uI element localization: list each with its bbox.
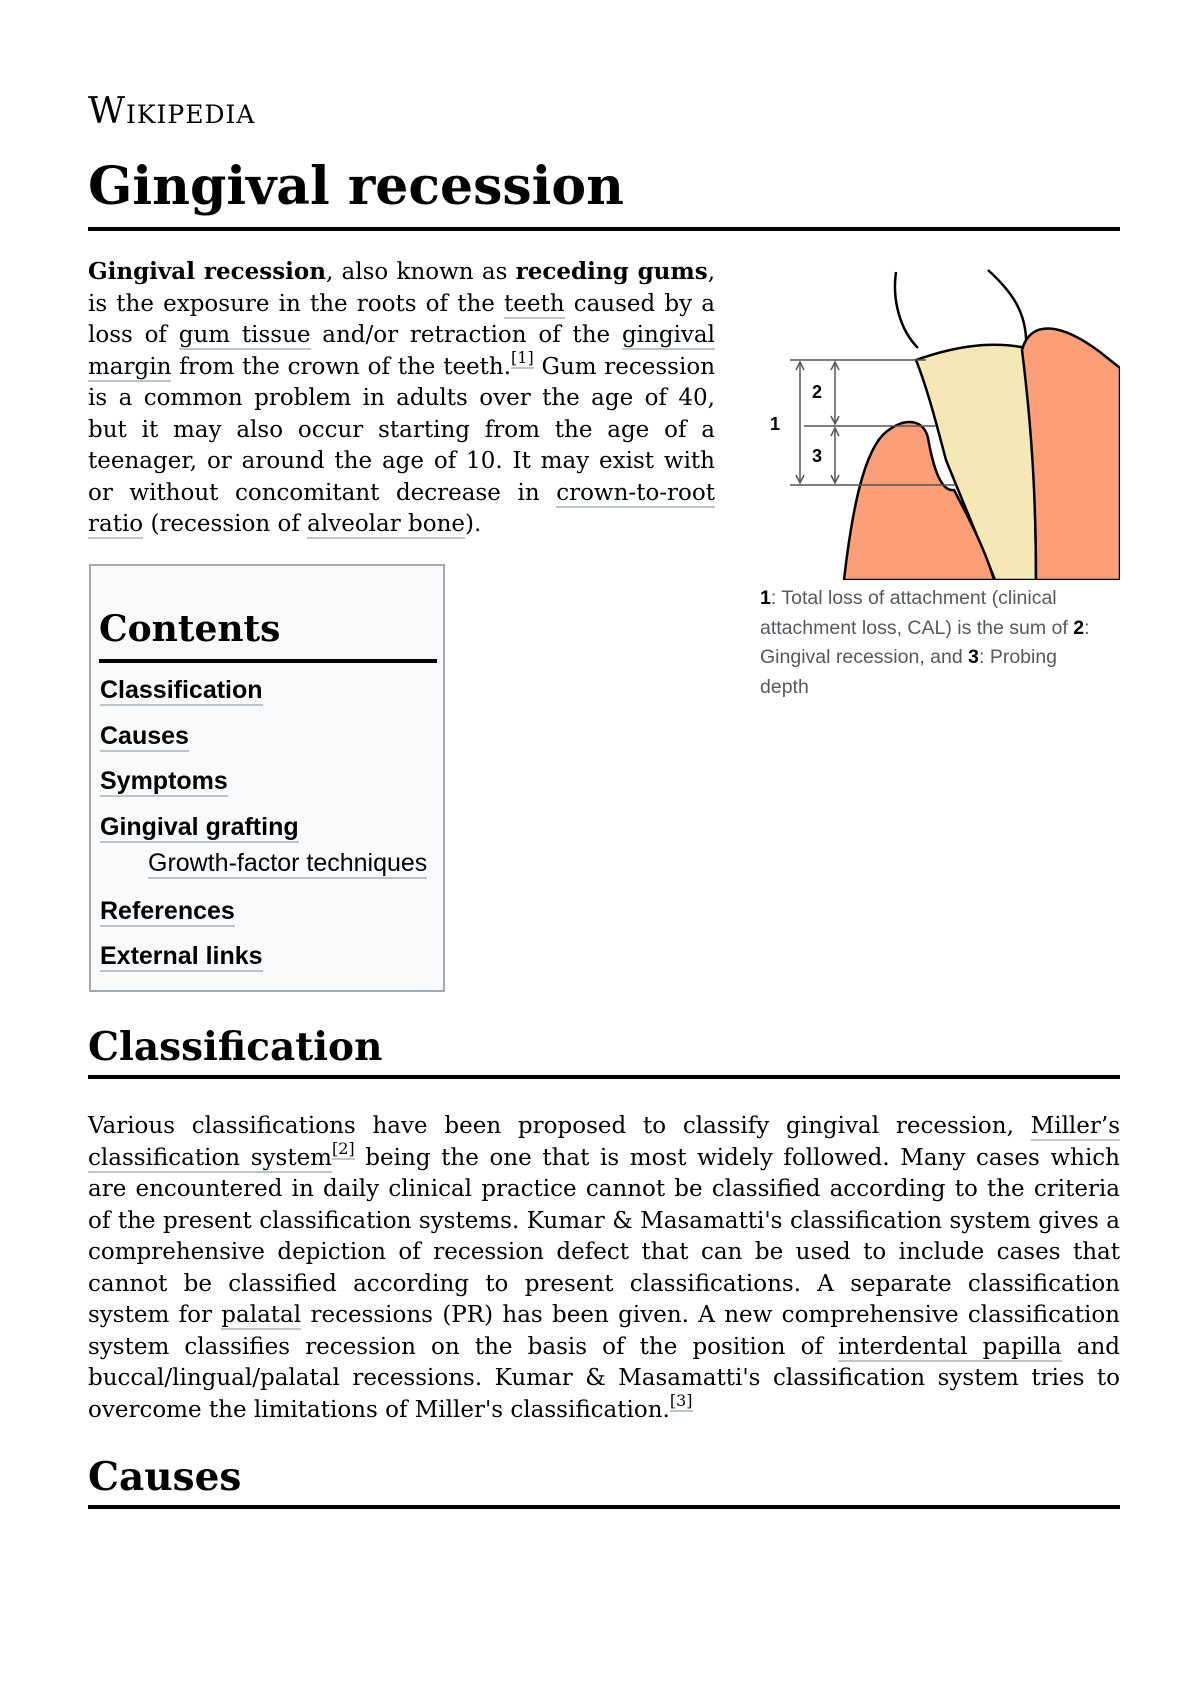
heading-causes: Causes	[88, 1454, 242, 1500]
page-title: Gingival recession	[88, 156, 624, 217]
toc-item-growth-factor-techniques[interactable]: Growth-factor techniques	[148, 849, 428, 877]
link-palatal[interactable]: palatal	[221, 1302, 302, 1328]
link-interdental-papilla[interactable]: interdental papilla	[838, 1333, 1062, 1360]
toc-item-references[interactable]: References	[100, 897, 235, 925]
intro-paragraph: Gingival recession, also known as receding gums, is the exposure in the roots of the teeth caused by a loss of gum tissue and/or retraction of the gingival margin from the crown of the teeth.[1] Gum recession is a common problem in adults over the age of 40, but it may also occur starting from the age of a teenager, or around the age of 10. It may exist with or without concomitant decrease in crown-to-root ratio (recession of alveolar bone).	[88, 258, 716, 537]
toc-title: Contents	[99, 608, 281, 650]
toc-item-gingival-grafting[interactable]: Gingival grafting	[100, 813, 299, 841]
classification-divider	[88, 1075, 1120, 1079]
ref-3-link[interactable]: [3]	[669, 1390, 693, 1410]
toc-item-classification[interactable]: Classification	[100, 676, 263, 704]
heading-classification: Classification	[88, 1024, 383, 1070]
link-alveolar-bone[interactable]: alveolar bone	[307, 511, 466, 537]
wikipedia-logo[interactable]: Wikipedia	[88, 91, 256, 132]
tooth-crown-outline	[988, 270, 1026, 348]
label-1: 1	[770, 414, 781, 434]
toc-divider	[99, 659, 437, 663]
link-gum-tissue[interactable]: gum tissue	[178, 322, 311, 348]
term-receding-gums: receding gums	[515, 258, 708, 285]
link-crown-to-root-ratio[interactable]: crown-to-root ratio	[88, 479, 715, 537]
causes-divider	[88, 1505, 1120, 1509]
term-gingival-recession: Gingival recession	[88, 258, 326, 285]
link-teeth[interactable]: teeth	[504, 290, 565, 317]
toc-item-causes[interactable]: Causes	[100, 722, 189, 750]
gingival-recession-diagram[interactable]	[760, 260, 1120, 580]
figure-caption: 1: Total loss of attachment (clinical attachment loss, CAL) is the sum of 2: Gingival recession, and 3: Probing depth	[760, 587, 1090, 698]
adjacent-tooth-outline	[895, 272, 918, 348]
toc-item-external-links[interactable]: External links	[100, 942, 263, 970]
gum-right	[1022, 328, 1120, 580]
title-divider	[88, 227, 1120, 231]
ref-2-link[interactable]: [2]	[332, 1138, 355, 1158]
label-2: 2	[812, 382, 823, 402]
table-of-contents	[89, 564, 445, 992]
classification-paragraph: Various classifications have been proposed to classify gingival recession, Miller’s classification system[2] being the one that is most widely followed. Many cases which are encountered in daily clinical practice cannot be classified according to the criteria of the present classification systems. Kumar & Masamatti's classification system gives a comprehensive depiction of recession defect that can be used to include cases that cannot be classified according to present classifications. A separate classification system for palatal recessions (PR) has been given. A new comprehensive classification system classifies recession on the basis of the position of interdental papilla and buccal/lingual/palatal recessions. Kumar & Masamatti's classification system tries to overcome the limitations of Miller's classification.[3]	[88, 1113, 1120, 1423]
link-gingival-margin[interactable]: gingival margin	[88, 322, 715, 380]
ref-1-link[interactable]: [1]	[511, 347, 534, 367]
label-3: 3	[812, 446, 823, 466]
link-millers-classification[interactable]: Miller’s classification system	[88, 1113, 1120, 1171]
toc-item-symptoms[interactable]: Symptoms	[100, 767, 228, 795]
